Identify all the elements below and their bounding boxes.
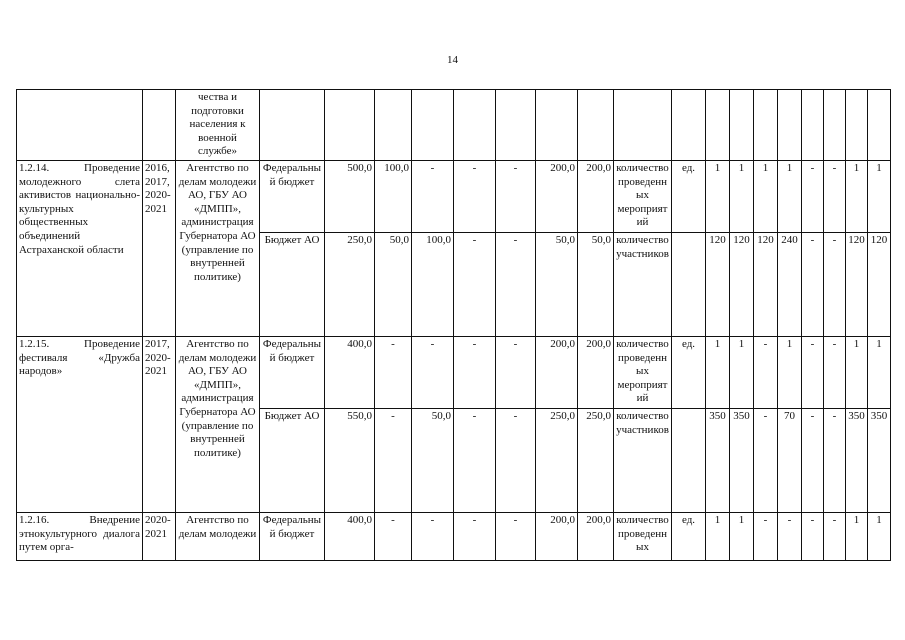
measure-name: 1.2.15. Проведение фестиваля «Дружба народов» — [17, 336, 143, 512]
amount-2020: 250,0 — [536, 408, 578, 512]
amount-2016: 50,0 — [375, 232, 412, 336]
funding-source: Бюджет АО — [260, 408, 325, 512]
amount-2018: - — [454, 408, 496, 512]
indicator-unit — [672, 232, 706, 336]
amount-2020: 50,0 — [536, 232, 578, 336]
cell-blank — [802, 90, 824, 161]
table-row — [17, 336, 891, 408]
measure-years: 2020-2021 — [143, 512, 176, 560]
measure-years: 2017, 2020-2021 — [143, 336, 176, 512]
indicator-name: количество проведенных — [614, 512, 672, 560]
indicator-value: 1 — [730, 160, 754, 232]
funding-source: Бюджет АО — [260, 232, 325, 336]
indicator-value: - — [802, 408, 824, 512]
cell-blank — [846, 90, 868, 161]
funding-source: Федеральный бюджет — [260, 336, 325, 408]
indicator-value: 1 — [846, 512, 868, 560]
indicator-value: 350 — [868, 408, 891, 512]
indicator-value: 1 — [706, 336, 730, 408]
indicator-value: 1 — [846, 336, 868, 408]
indicator-value: - — [754, 408, 778, 512]
indicator-value: 120 — [868, 232, 891, 336]
measure-name: 1.2.16. Внедрение этнокультурного диалога путем орга- — [17, 512, 143, 560]
amount-2018: - — [454, 512, 496, 560]
indicator-value: - — [824, 512, 846, 560]
table-row — [17, 512, 891, 560]
indicator-value: - — [824, 408, 846, 512]
indicator-value: - — [754, 336, 778, 408]
amount-2021: 200,0 — [578, 160, 614, 232]
indicator-value: - — [754, 512, 778, 560]
indicator-value: - — [802, 512, 824, 560]
table-row — [17, 160, 891, 232]
indicator-value: - — [778, 512, 802, 560]
amount-total: 400,0 — [325, 336, 375, 408]
indicator-value: 1 — [778, 336, 802, 408]
amount-2018: - — [454, 336, 496, 408]
page-number: 14 — [447, 54, 458, 66]
continuation-row — [17, 90, 891, 161]
amount-total: 550,0 — [325, 408, 375, 512]
amount-2016: - — [375, 512, 412, 560]
indicator-value: 120 — [730, 232, 754, 336]
amount-2016: 100,0 — [375, 160, 412, 232]
indicator-value: - — [824, 160, 846, 232]
indicator-unit — [672, 408, 706, 512]
cell-blank — [496, 90, 536, 161]
amount-total: 400,0 — [325, 512, 375, 560]
cell-blank — [375, 90, 412, 161]
cell-blank — [578, 90, 614, 161]
amount-2020: 200,0 — [536, 336, 578, 408]
amount-2019: - — [496, 408, 536, 512]
indicator-value: 1 — [730, 512, 754, 560]
amount-2018: - — [454, 232, 496, 336]
funding-source: Федеральный бюджет — [260, 512, 325, 560]
indicator-value: 120 — [706, 232, 730, 336]
indicator-unit: ед. — [672, 160, 706, 232]
cell-blank — [614, 90, 672, 161]
funding-source: Федеральный бюджет — [260, 160, 325, 232]
indicator-value: 1 — [846, 160, 868, 232]
cell-blank — [17, 90, 143, 161]
indicator-value: 1 — [706, 160, 730, 232]
amount-total: 500,0 — [325, 160, 375, 232]
indicator-name: количество участников — [614, 232, 672, 336]
indicator-value: 350 — [706, 408, 730, 512]
cell-blank — [454, 90, 496, 161]
cell-blank — [868, 90, 891, 161]
measure-years: 2016, 2017, 2020-2021 — [143, 160, 176, 336]
indicator-value: - — [802, 336, 824, 408]
indicator-value: 70 — [778, 408, 802, 512]
amount-2018: - — [454, 160, 496, 232]
indicator-unit: ед. — [672, 336, 706, 408]
measure-executor: Агентство по делам молодежи АО, ГБУ АО «ДМПП», администрация Губернатора АО (управление по внутренней политике) — [176, 160, 260, 336]
measure-executor: Агентство по делам молодежи АО, ГБУ АО «ДМПП», администрация Губернатора АО (управление по внутренней политике) — [176, 336, 260, 512]
indicator-name: количество проведенных мероприятий — [614, 160, 672, 232]
amount-2021: 250,0 — [578, 408, 614, 512]
indicator-value: 1 — [754, 160, 778, 232]
cell-blank — [412, 90, 454, 161]
indicator-value: - — [824, 232, 846, 336]
cell-blank — [143, 90, 176, 161]
indicator-value: 1 — [706, 512, 730, 560]
amount-2019: - — [496, 512, 536, 560]
indicator-value: - — [802, 232, 824, 336]
amount-2019: - — [496, 160, 536, 232]
indicator-value: - — [824, 336, 846, 408]
amount-2017: - — [412, 160, 454, 232]
amount-2017: - — [412, 512, 454, 560]
amount-2017: 100,0 — [412, 232, 454, 336]
amount-2017: 50,0 — [412, 408, 454, 512]
amount-2019: - — [496, 336, 536, 408]
amount-2021: 200,0 — [578, 336, 614, 408]
amount-2019: - — [496, 232, 536, 336]
indicator-value: 1 — [868, 512, 891, 560]
indicator-value: 350 — [846, 408, 868, 512]
cell-blank — [754, 90, 778, 161]
indicator-name: количество проведенных мероприятий — [614, 336, 672, 408]
indicator-value: 1 — [730, 336, 754, 408]
amount-2021: 50,0 — [578, 232, 614, 336]
indicator-value: 1 — [778, 160, 802, 232]
header-fragment: чества и подготовки населения к военной службе» — [176, 90, 260, 161]
indicator-value: 120 — [754, 232, 778, 336]
amount-2016: - — [375, 336, 412, 408]
amount-2020: 200,0 — [536, 160, 578, 232]
indicator-value: 350 — [730, 408, 754, 512]
program-table — [16, 89, 891, 561]
indicator-value: 1 — [868, 160, 891, 232]
indicator-value: 120 — [846, 232, 868, 336]
amount-2021: 200,0 — [578, 512, 614, 560]
amount-2017: - — [412, 336, 454, 408]
indicator-value: 240 — [778, 232, 802, 336]
cell-blank — [824, 90, 846, 161]
cell-blank — [260, 90, 325, 161]
cell-blank — [325, 90, 375, 161]
indicator-value: 1 — [868, 336, 891, 408]
indicator-name: количество участников — [614, 408, 672, 512]
indicator-unit: ед. — [672, 512, 706, 560]
amount-total: 250,0 — [325, 232, 375, 336]
cell-blank — [778, 90, 802, 161]
amount-2020: 200,0 — [536, 512, 578, 560]
cell-blank — [672, 90, 706, 161]
cell-blank — [536, 90, 578, 161]
amount-2016: - — [375, 408, 412, 512]
cell-blank — [730, 90, 754, 161]
indicator-value: - — [802, 160, 824, 232]
measure-executor: Агентство по делам молодежи — [176, 512, 260, 560]
cell-blank — [706, 90, 730, 161]
measure-name: 1.2.14. Проведение молодежного слета активистов национально-культурных общественных объединений Астраханской области — [17, 160, 143, 336]
